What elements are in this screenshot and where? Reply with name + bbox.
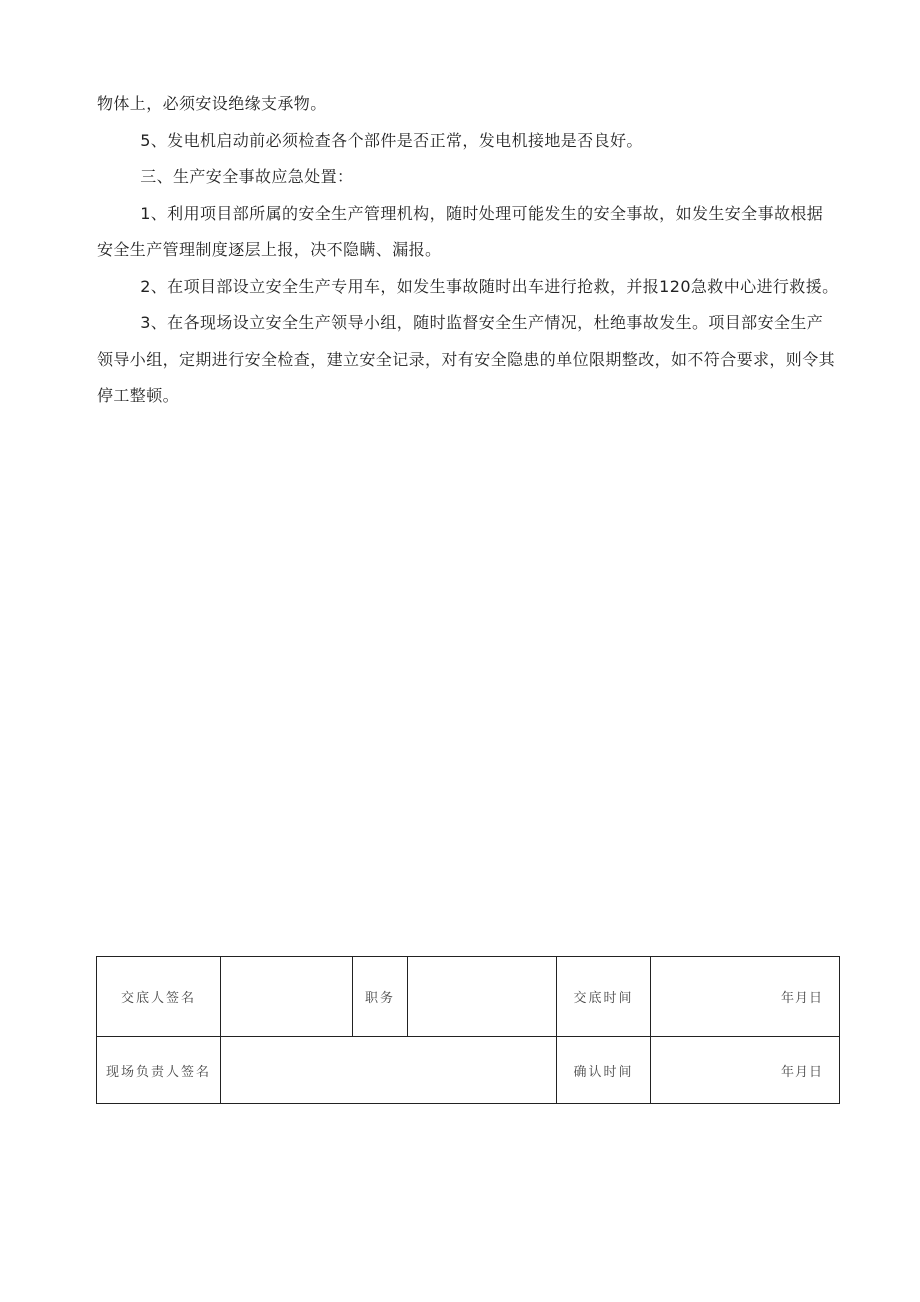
confirm-time-label: 确认时间 [557, 1037, 651, 1104]
section-heading-3: 三、生产安全事故应急处置： [140, 167, 354, 186]
position-field[interactable] [408, 957, 557, 1037]
site-manager-signature-field[interactable] [221, 1037, 557, 1104]
handover-signature-label: 交底人签名 [97, 957, 221, 1037]
handover-row [97, 957, 840, 1037]
paragraph-item-2: 2、在项目部设立安全生产专用车，如发生事故随时出车进行抢救，并报120急救中心进行救援。 [140, 276, 839, 296]
handover-signature-field[interactable] [221, 957, 353, 1037]
paragraph-item-3: 3、在各现场设立安全生产领导小组，随时监督安全生产情况，杜绝事故发生。项目部安全生产领导小组，定期进行安全检查，建立安全记录，对有安全隐患的单位限期整改，如不符合要求，则令其停工整顿。 [97, 313, 836, 405]
handover-time-label: 交底时间 [557, 957, 651, 1037]
confirm-time-field[interactable]: 年月日 [651, 1037, 840, 1104]
site-manager-signature-label: 现场负责人签名 [97, 1037, 221, 1104]
paragraph-item-1: 1、利用项目部所属的安全生产管理机构，随时处理可能发生的安全事故，如发生安全事故根据安全生产管理制度逐层上报，决不隐瞒、漏报。 [97, 203, 824, 259]
confirm-row [97, 1037, 840, 1104]
signature-table [96, 956, 840, 1104]
body-text [97, 86, 839, 415]
position-label: 职务 [353, 957, 408, 1037]
paragraph-item-5: 5、发电机启动前必须检查各个部件是否正常，发电机接地是否良好。 [140, 130, 643, 150]
handover-time-field[interactable]: 年月日 [651, 957, 840, 1037]
paragraph-continuation: 物体上，必须安设绝缘支承物。 [97, 94, 327, 113]
